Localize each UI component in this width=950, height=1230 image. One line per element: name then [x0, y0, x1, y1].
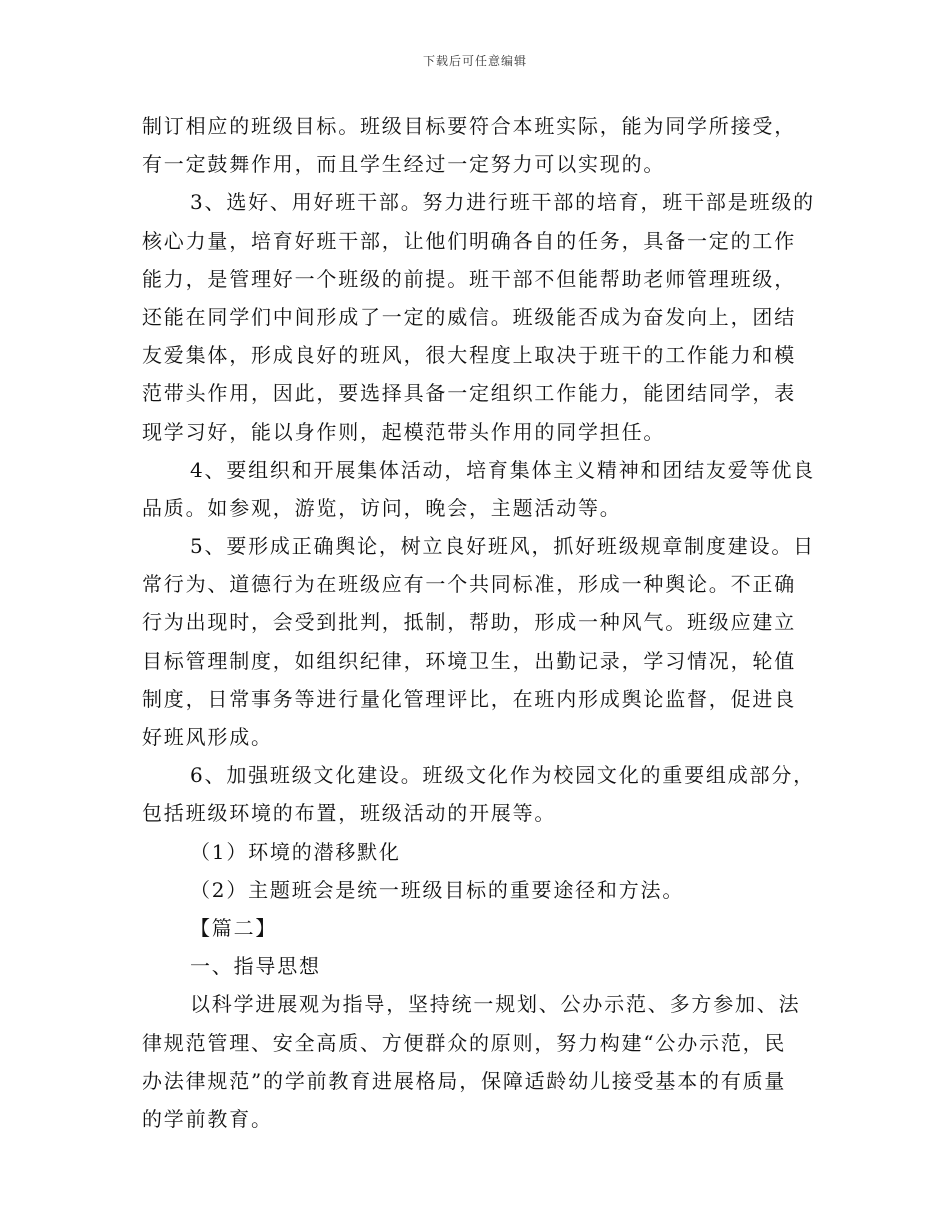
- text-line: 目标管理制度，如组织纪律，环境卫生，出勤记录，学习情况，轮值: [142, 648, 796, 673]
- text-line: 的学前教育。: [142, 1106, 273, 1131]
- text-line: 6、加强班级文化建设。班级文化作为校园文化的重要组成部分，: [190, 763, 815, 788]
- text-line: 3、选好、用好班干部。努力进行班干部的培育，班干部是班级的: [190, 190, 815, 215]
- text-line: 核心力量，培育好班干部，让他们明确各自的任务，具备一定的工作: [142, 228, 796, 253]
- text-line: 5、要形成正确舆论，树立良好班风，抓好班级规章制度建设。日: [190, 534, 815, 559]
- text-line: 品质。如参观，游览，访问，晚会，主题活动等。: [142, 495, 622, 520]
- text-line: 制度，日常事务等进行量化管理评比，在班内形成舆论监督，促进良: [142, 686, 796, 711]
- text-line: 【篇二】: [190, 915, 278, 940]
- text-line: 范带头作用，因此，要选择具备一定组织工作能力，能团结同学，表: [142, 381, 796, 406]
- text-line: （1）环境的潜移默化: [190, 839, 401, 864]
- text-line: 现学习好，能以身作则，起模范带头作用的同学担任。: [142, 419, 666, 444]
- text-line: 办法律规范”的学前教育进展格局，保障适龄幼儿接受基本的有质量: [142, 1068, 787, 1093]
- text-line: 以科学进展观为指导，坚持统一规划、公办示范、多方参加、法: [190, 992, 801, 1017]
- text-line: 友爱集体，形成良好的班风，很大程度上取决于班干的工作能力和模: [142, 343, 796, 368]
- text-line: 能力，是管理好一个班级的前提。班干部不但能帮助老师管理班级，: [142, 266, 796, 291]
- text-line: 常行为、道德行为在班级应有一个共同标准，形成一种舆论。不正确: [142, 572, 796, 597]
- text-line: 一、指导思想: [190, 954, 321, 979]
- document-body: [142, 107, 815, 1138]
- text-line: 制订相应的班级目标。班级目标要符合本班实际，能为同学所接受，: [142, 114, 796, 138]
- text-line: 有一定鼓舞作用，而且学生经过一定努力可以实现的。: [142, 152, 666, 177]
- text-line: 包括班级环境的布置，班级活动的开展等。: [142, 801, 557, 826]
- text-line: 还能在同学们中间形成了一定的威信。班级能否成为奋发向上，团结: [142, 304, 796, 329]
- text-line: 4、要组织和开展集体活动，培育集体主义精神和团结友爱等优良: [190, 457, 815, 482]
- text-line: 律规范管理、安全高质、方便群众的原则，努力构建“公办示范，民: [142, 1030, 787, 1055]
- text-line: （2）主题班会是统一班级目标的重要途径和方法。: [190, 877, 685, 902]
- text-line: 好班风形成。: [142, 725, 273, 749]
- text-line: 行为出现时，会受到批判，抵制，帮助，形成一种风气。班级应建立: [142, 610, 796, 635]
- page-header-note: 下载后可任意编辑: [422, 54, 527, 68]
